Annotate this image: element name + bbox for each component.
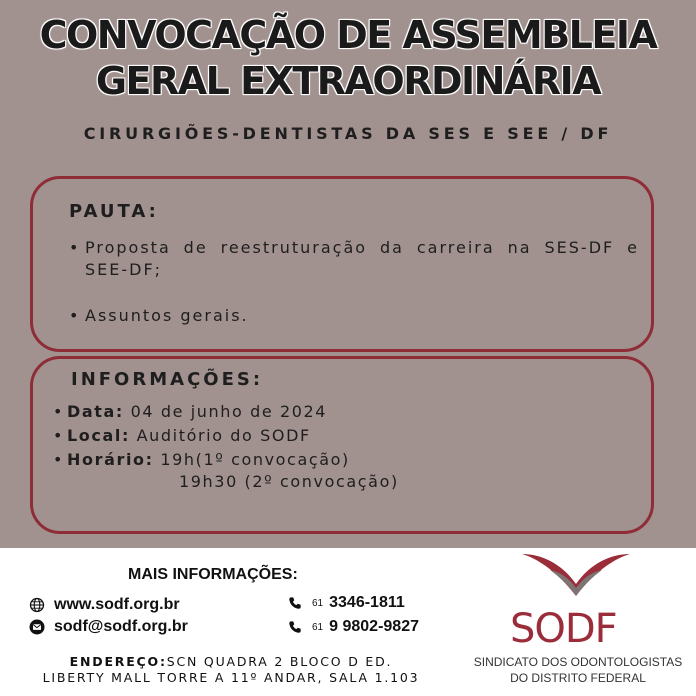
pauta-heading: PAUTA: bbox=[69, 201, 159, 222]
date-label: Data: bbox=[67, 402, 124, 421]
pauta-item-text: Assuntos gerais. bbox=[85, 306, 249, 325]
pauta-box bbox=[30, 176, 654, 352]
horario-value-1: 19h(1º convocação) bbox=[160, 450, 350, 469]
more-info-title: MAIS INFORMAÇÕES: bbox=[128, 566, 298, 583]
phone-1[interactable] bbox=[286, 594, 405, 612]
address bbox=[36, 654, 426, 686]
info-heading: INFORMAÇÕES: bbox=[71, 369, 264, 390]
phone-2[interactable] bbox=[286, 618, 419, 636]
info-date-row bbox=[53, 401, 327, 423]
date-value: 04 de junho de 2024 bbox=[130, 402, 328, 421]
sodf-logo-arcs bbox=[516, 548, 636, 608]
address-line-1-text: SCN QUADRA 2 BLOCO D ED. bbox=[166, 654, 393, 669]
phone-icon bbox=[286, 594, 304, 612]
address-label: ENDEREÇO: bbox=[69, 654, 167, 669]
subtitle: CIRURGIÕES-DENTISTAS DA SES E SEE / DF bbox=[83, 124, 613, 143]
sodf-logo-text: SODF bbox=[510, 606, 617, 652]
bullet-icon: • bbox=[53, 426, 65, 445]
info-box bbox=[30, 356, 654, 534]
pauta-item bbox=[69, 305, 639, 327]
org-name-line-1: SINDICATO DOS ODONTOLOGISTAS bbox=[473, 655, 683, 669]
phone-2-ddd: 61 bbox=[312, 621, 324, 633]
info-local-row bbox=[53, 425, 311, 447]
phone-icon bbox=[286, 618, 304, 636]
email-icon bbox=[28, 618, 46, 636]
title-line-1: CONVOCAÇÃO DE ASSEMBLEIA bbox=[39, 13, 657, 57]
email-text: sodf@sodf.org.br bbox=[54, 618, 188, 635]
horario-value-2: 19h30 (2º convocação) bbox=[179, 472, 399, 491]
bullet-icon: • bbox=[69, 306, 81, 325]
org-name-line-2: DO DISTRITO FEDERAL bbox=[510, 671, 646, 685]
pauta-item-text: Proposta de reestruturação da carreira na SES-DF e SEE-DF; bbox=[85, 238, 639, 279]
title-line-2: GERAL EXTRAORDINÁRIA bbox=[95, 59, 601, 103]
website-text: www.sodf.org.br bbox=[54, 596, 180, 613]
address-line-1 bbox=[36, 654, 426, 670]
bullet-icon: • bbox=[53, 402, 65, 421]
phone-1-number: 3346-1811 bbox=[329, 594, 405, 611]
org-name bbox=[460, 654, 696, 686]
address-line-2: LIBERTY MALL TORRE A 11º ANDAR, SALA 1.103 bbox=[42, 670, 420, 685]
phone-1-ddd: 61 bbox=[312, 597, 324, 609]
footer bbox=[0, 548, 696, 696]
horario-label: Horário: bbox=[67, 450, 154, 469]
bullet-icon: • bbox=[69, 238, 81, 257]
email-link[interactable] bbox=[28, 618, 188, 636]
info-horario-row bbox=[53, 449, 350, 471]
local-value: Auditório do SODF bbox=[136, 426, 311, 445]
phone-2-number: 9 9802-9827 bbox=[329, 618, 419, 635]
bullet-icon: • bbox=[53, 450, 65, 469]
globe-icon bbox=[28, 596, 46, 614]
website-link[interactable] bbox=[28, 596, 180, 614]
pauta-item bbox=[69, 237, 639, 281]
local-label: Local: bbox=[67, 426, 130, 445]
